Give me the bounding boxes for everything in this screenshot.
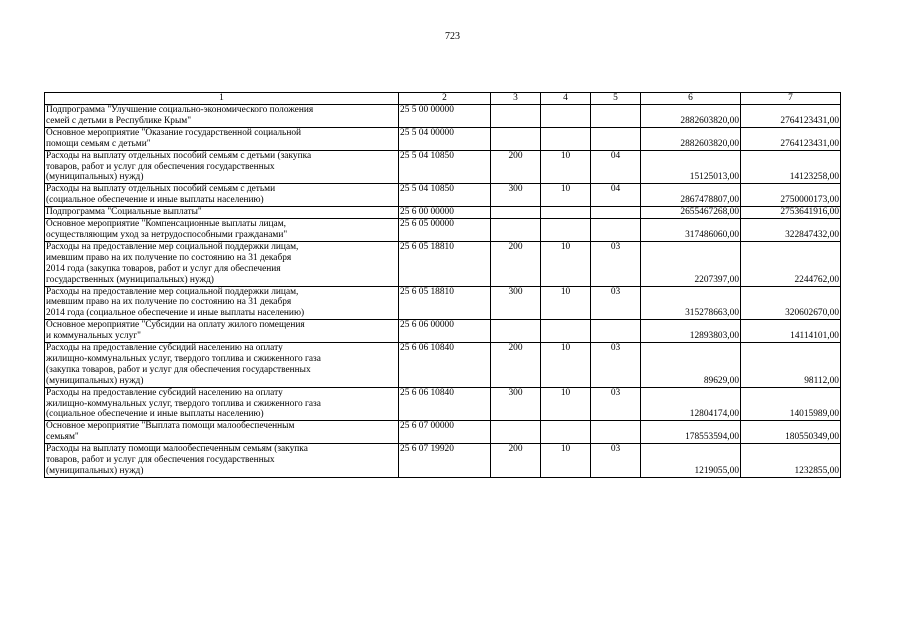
table-row [45,343,841,388]
row-description: Расходы на выплату отдельных пособий семьям с детьми (социальное обеспечение и иные выплаты населению) [45,184,399,207]
row-amount-year-2: 2244762,00 [741,241,841,286]
table-row [45,105,841,128]
table-row [45,286,841,320]
budget-table [44,92,841,478]
row-target-code: 25 5 04 00000 [399,127,491,150]
row-section: 10 [541,343,591,388]
row-subsection: 03 [591,286,641,320]
header-col-5: 5 [591,93,641,105]
row-amount-year-1: 2882603820,00 [641,105,741,128]
row-expense-type: 300 [491,286,541,320]
row-description: Подпрограмма "Улучшение социально-экономического положения семей с детьми в Республике Крым" [45,105,399,128]
row-amount-year-1: 317486060,00 [641,219,741,242]
row-amount-year-2: 2750000173,00 [741,184,841,207]
header-col-3: 3 [491,93,541,105]
page-number: 723 [445,31,460,42]
row-expense-type [491,219,541,242]
row-expense-type [491,105,541,128]
row-subsection [591,320,641,343]
row-section [541,105,591,128]
table-row [45,241,841,286]
table-header-row [45,93,841,105]
row-description: Расходы на предоставление мер социальной поддержки лицам, имевшим право на их получение по состоянию на 31 декабря 2014 года (закупка товаров, работ и услуг для обеспечения государственных (муниципальных) нужд) [45,241,399,286]
row-section: 10 [541,387,591,421]
row-target-code: 25 6 06 10840 [399,387,491,421]
row-section: 10 [541,184,591,207]
row-subsection: 03 [591,444,641,478]
row-section: 10 [541,286,591,320]
row-expense-type [491,127,541,150]
table-row [45,444,841,478]
row-target-code: 25 6 00 00000 [399,207,491,219]
row-amount-year-1: 89629,00 [641,343,741,388]
row-description: Подпрограмма "Социальные выплаты" [45,207,399,219]
row-section [541,127,591,150]
row-subsection [591,127,641,150]
row-amount-year-2: 320602670,00 [741,286,841,320]
row-amount-year-1: 315278663,00 [641,286,741,320]
row-section: 10 [541,241,591,286]
row-description: Расходы на предоставление мер социальной поддержки лицам, имевшим право на их получение по состоянию на 31 декабря 2014 года (социальное обеспечение и иные выплаты населению) [45,286,399,320]
row-amount-year-2: 14114101,00 [741,320,841,343]
row-description: Основное мероприятие "Оказание государственной социальной помощи семьям с детьми" [45,127,399,150]
row-section: 10 [541,444,591,478]
row-amount-year-2: 2753641916,00 [741,207,841,219]
row-target-code: 25 6 06 00000 [399,320,491,343]
row-expense-type: 200 [491,241,541,286]
row-amount-year-2: 1232855,00 [741,444,841,478]
row-description: Расходы на предоставление субсидий населению на оплату жилищно-коммунальных услуг, твердого топлива и сжиженного газа (закупка товаров, работ и услуг для обеспечения государственных (муниципальных) нужд) [45,343,399,388]
row-amount-year-2: 2764123431,00 [741,127,841,150]
row-expense-type: 300 [491,387,541,421]
row-subsection [591,207,641,219]
row-expense-type: 300 [491,184,541,207]
row-target-code: 25 5 04 10850 [399,184,491,207]
row-target-code: 25 6 07 00000 [399,421,491,444]
row-subsection: 04 [591,184,641,207]
row-amount-year-2: 322847432,00 [741,219,841,242]
table-row [45,387,841,421]
row-target-code: 25 5 00 00000 [399,105,491,128]
row-description: Расходы на предоставление субсидий населению на оплату жилищно-коммунальных услуг, твердого топлива и сжиженного газа (социальное обеспечение и иные выплаты населению) [45,387,399,421]
row-amount-year-1: 2867478807,00 [641,184,741,207]
row-target-code: 25 6 05 00000 [399,219,491,242]
row-description: Расходы на выплату помощи малообеспеченным семьям (закупка товаров, работ и услуг для обеспечения государственных (муниципальных) нужд) [45,444,399,478]
row-amount-year-2: 2764123431,00 [741,105,841,128]
row-amount-year-1: 12893803,00 [641,320,741,343]
row-amount-year-2: 14123258,00 [741,150,841,184]
row-expense-type [491,421,541,444]
table-row [45,127,841,150]
row-subsection [591,219,641,242]
row-description: Основное мероприятие "Субсидии на оплату жилого помещения и коммунальных услуг" [45,320,399,343]
row-section: 10 [541,150,591,184]
row-amount-year-1: 12804174,00 [641,387,741,421]
row-target-code: 25 6 06 10840 [399,343,491,388]
row-expense-type [491,320,541,343]
row-subsection: 03 [591,343,641,388]
row-section [541,219,591,242]
row-target-code: 25 6 07 19920 [399,444,491,478]
row-description: Основное мероприятие "Компенсационные выплаты лицам, осуществляющим уход за нетрудоспособными гражданами" [45,219,399,242]
header-col-4: 4 [541,93,591,105]
row-amount-year-2: 14015989,00 [741,387,841,421]
row-amount-year-1: 2655467268,00 [641,207,741,219]
row-subsection: 04 [591,150,641,184]
row-amount-year-2: 98112,00 [741,343,841,388]
row-section [541,320,591,343]
row-amount-year-2: 180550349,00 [741,421,841,444]
row-section [541,207,591,219]
table-row [45,150,841,184]
table-row [45,207,841,219]
row-subsection: 03 [591,387,641,421]
row-subsection [591,421,641,444]
row-expense-type: 200 [491,343,541,388]
row-amount-year-1: 2207397,00 [641,241,741,286]
row-subsection: 03 [591,241,641,286]
row-expense-type: 200 [491,444,541,478]
header-col-2: 2 [399,93,491,105]
row-target-code: 25 6 05 18810 [399,286,491,320]
row-amount-year-1: 2882603820,00 [641,127,741,150]
row-subsection [591,105,641,128]
row-target-code: 25 6 05 18810 [399,241,491,286]
row-description: Основное мероприятие "Выплата помощи малообеспеченным семьям" [45,421,399,444]
row-amount-year-1: 178553594,00 [641,421,741,444]
header-col-6: 6 [641,93,741,105]
table-row [45,184,841,207]
header-col-1: 1 [45,93,399,105]
row-amount-year-1: 1219055,00 [641,444,741,478]
row-section [541,421,591,444]
row-amount-year-1: 15125013,00 [641,150,741,184]
row-expense-type [491,207,541,219]
row-expense-type: 200 [491,150,541,184]
header-col-7: 7 [741,93,841,105]
table-row [45,219,841,242]
table-row [45,320,841,343]
row-description: Расходы на выплату отдельных пособий семьям с детьми (закупка товаров, работ и услуг для обеспечения государственных (муниципальных) нужд) [45,150,399,184]
table-row [45,421,841,444]
row-target-code: 25 5 04 10850 [399,150,491,184]
